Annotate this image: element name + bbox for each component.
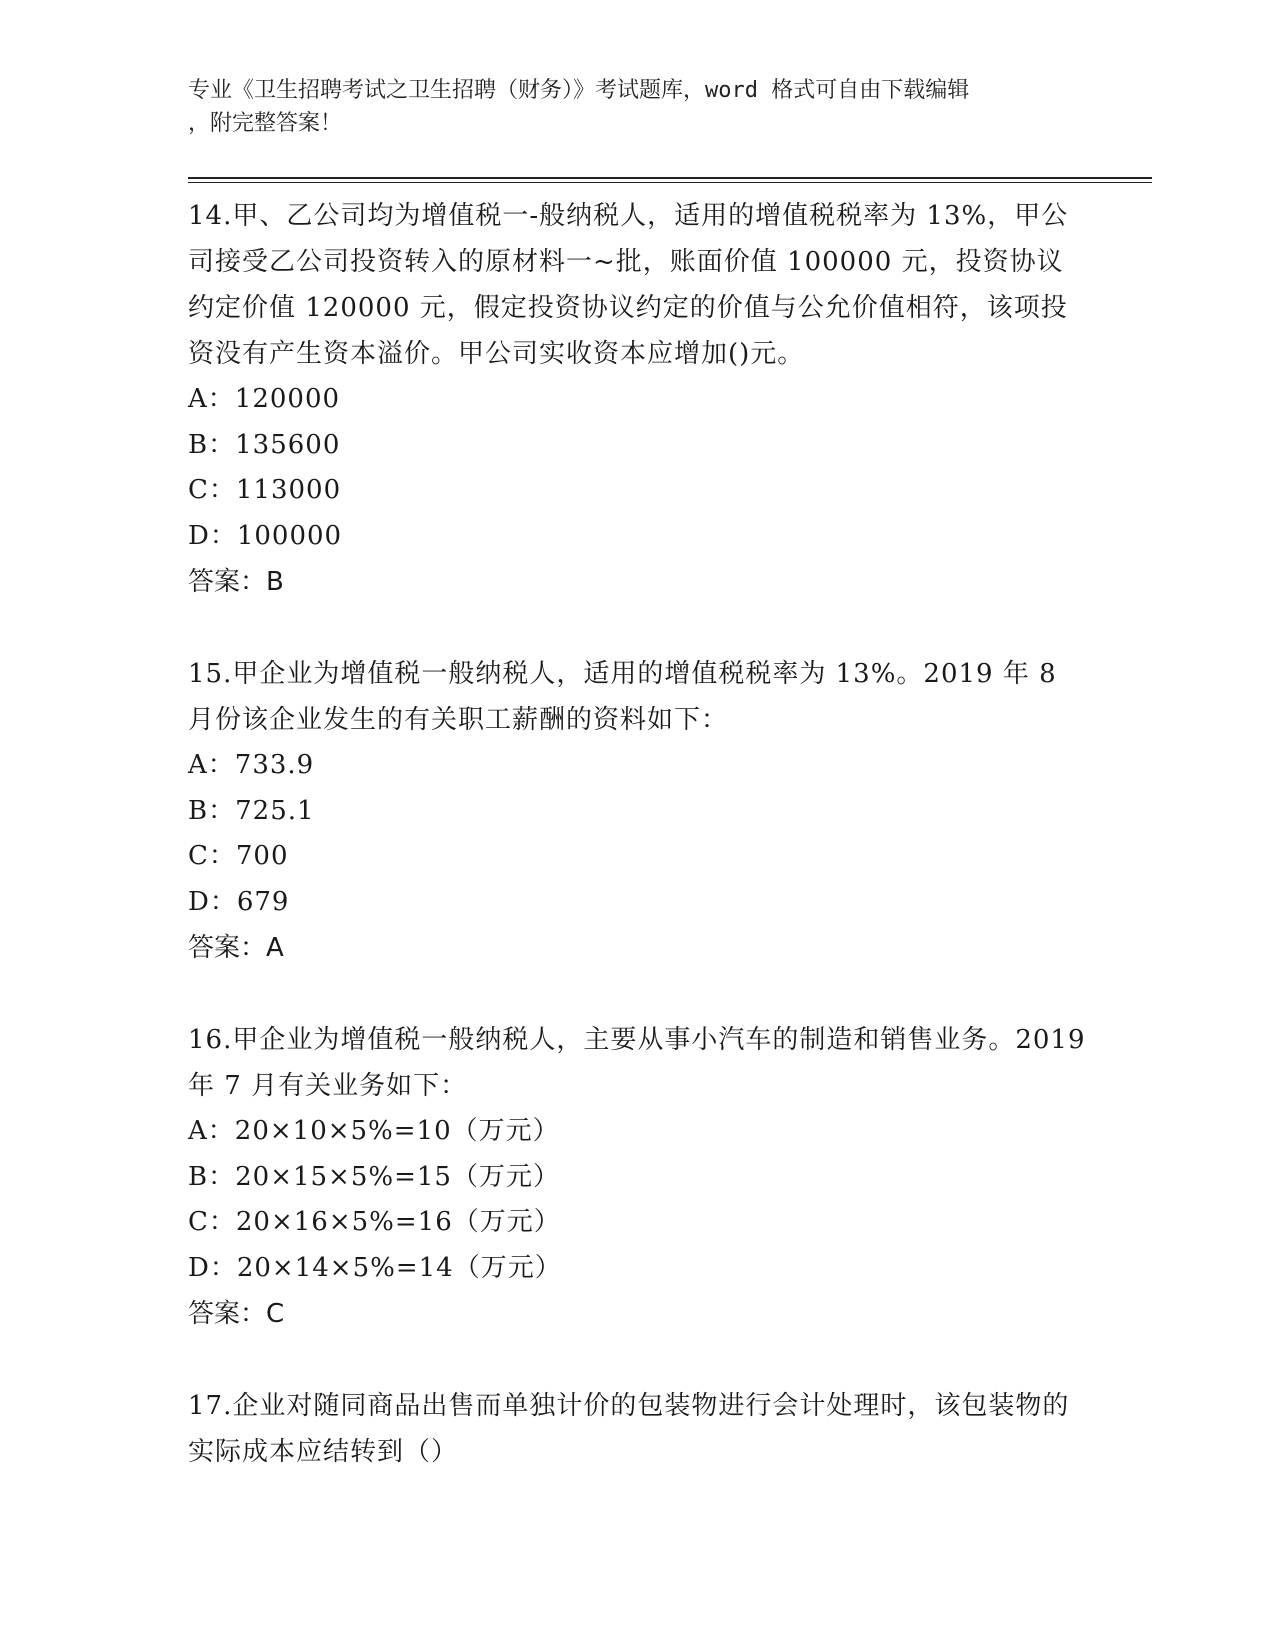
header-line-2: ，附完整答案！ <box>188 111 343 136</box>
question-14 <box>188 193 1088 605</box>
question-stem: 17.企业对随同商品出售而单独计价的包装物进行会计处理时，该包装物的实际成本应结转到（） <box>188 1391 1070 1467</box>
question-stem: 16.甲企业为增值税一般纳税人，主要从事小汽车的制造和销售业务。2019 年 7 月有关业务如下： <box>188 1025 1086 1101</box>
option-b: B：135600 <box>188 429 341 460</box>
option-d: D：20×14×5%=14（万元） <box>188 1252 562 1283</box>
option-b: B：20×15×5%=15（万元） <box>188 1161 560 1192</box>
option-c: C：700 <box>188 841 289 871</box>
option-c: C：20×16×5%=16（万元） <box>188 1207 561 1237</box>
header-divider-thick <box>188 177 1152 179</box>
question-15 <box>188 651 1088 971</box>
question-stem: 14.甲、乙公司均为增值税一-般纳税人，适用的增值税税率为 13%，甲公司接受乙公司投资转入的原材料一~批，账面价值 100000 元，投资协议约定价值 120000 元，假定投资协议约定的价值与公允价值相符，该项投资没有产生资本溢价。甲公司实收资本应增加()元。 <box>188 201 1069 369</box>
option-d: D：679 <box>188 886 290 917</box>
answer: 答案：C <box>188 1299 285 1329</box>
question-17 <box>188 1383 1088 1475</box>
question-list <box>188 193 1088 1521</box>
question-16 <box>188 1017 1088 1337</box>
header-divider-thin <box>188 182 1152 183</box>
answer: 答案：A <box>188 933 284 963</box>
option-c: C：113000 <box>188 475 342 505</box>
option-b: B：725.1 <box>188 795 315 826</box>
page-header <box>188 74 1088 140</box>
option-a: A：733.9 <box>188 750 315 780</box>
option-d: D：100000 <box>188 520 343 551</box>
header-line-1: 专业《卫生招聘考试之卫生招聘（财务）》考试题库，word 格式可自由下载编辑 <box>188 78 970 103</box>
question-stem: 15.甲企业为增值税一般纳税人，适用的增值税税率为 13%。2019 年 8 月份该企业发生的有关职工薪酬的资料如下： <box>188 659 1057 735</box>
answer: 答案：B <box>188 567 284 597</box>
option-a: A：120000 <box>188 384 341 414</box>
option-a: A：20×10×5%=10（万元） <box>188 1116 560 1146</box>
